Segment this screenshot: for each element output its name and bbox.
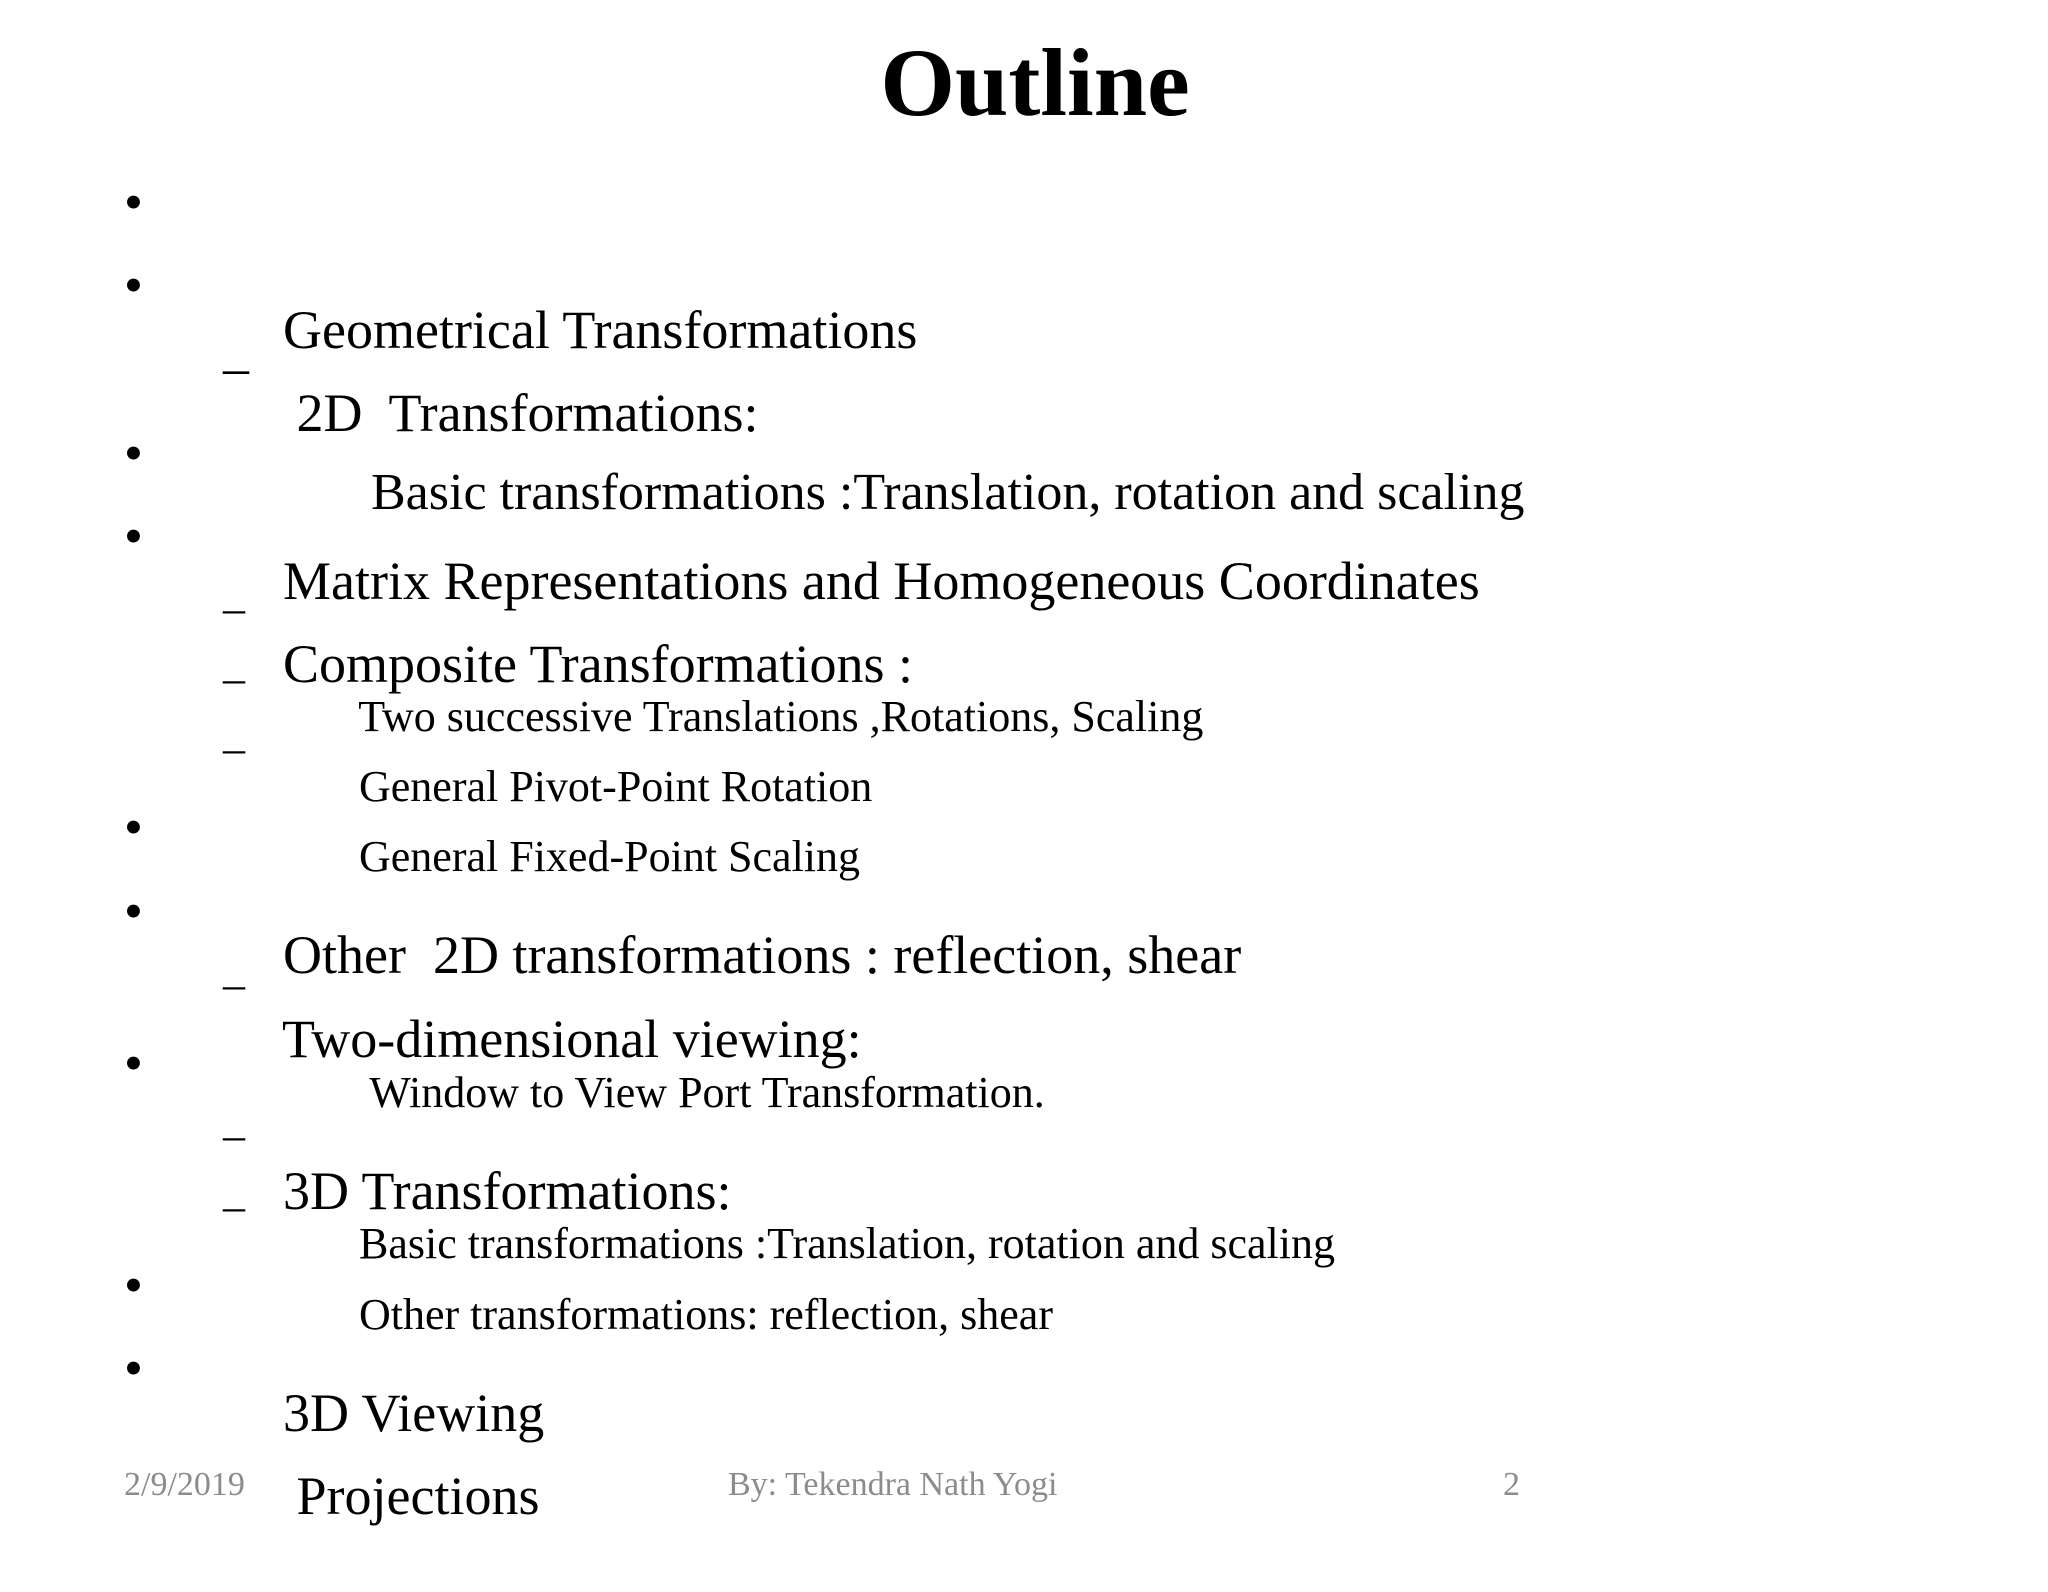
dash-marker: – (223, 1111, 245, 1160)
bullet-marker: • (124, 1338, 143, 1398)
bullet-marker: • (124, 1033, 143, 1093)
list-item-text: Window to View Port Transformation. (359, 1068, 1045, 1117)
list-item-text: Other transformations: reflection, shear (359, 1290, 1053, 1339)
list-item-text: Two successive Translations ,Rotations, Scaling (358, 692, 1204, 741)
bullet-marker: • (124, 172, 143, 232)
bullet-marker: • (124, 1255, 143, 1315)
dash-marker: – (223, 340, 249, 397)
bullet-marker: • (124, 881, 143, 941)
footer-author: By: Tekendra Nath Yogi (728, 1466, 1058, 1503)
bullet-marker: • (124, 255, 143, 315)
list-item-text: Basic transformations :Translation, rotation and scaling (371, 464, 1525, 521)
list-item-text: Basic transformations :Translation, rotation and scaling (359, 1219, 1335, 1268)
dash-marker: – (223, 724, 245, 773)
dash-marker: – (223, 654, 245, 703)
bullet-marker: • (124, 797, 143, 857)
dash-marker: – (223, 960, 245, 1009)
dash-marker: – (223, 1182, 245, 1231)
list-item-text: Geometrical Transformations (283, 300, 918, 360)
list-item-text: 2D Transformations: (283, 383, 759, 443)
footer-page-number: 2 (1503, 1466, 1520, 1503)
list-item-text: General Pivot-Point Rotation (359, 762, 873, 811)
slide-title: Outline (880, 29, 1190, 136)
dash-marker: – (223, 584, 245, 633)
list-item-text: General Fixed-Point Scaling (359, 832, 861, 881)
bullet-marker: • (124, 423, 143, 483)
list-item-text: Matrix Representations and Homogeneous Coordinates (283, 551, 1480, 611)
list-item-text: 3D Viewing (283, 1383, 545, 1443)
footer-date: 2/9/2019 (124, 1466, 245, 1503)
list-item-text: Projections (283, 1466, 540, 1526)
list-item-text: 3D Transformations: (283, 1161, 732, 1221)
list-item-text: Two-dimensional viewing: (282, 1009, 862, 1069)
list-item-text: Composite Transformations : (283, 634, 914, 694)
list-item-text: Other 2D transformations : reflection, shear (283, 925, 1242, 985)
bullet-marker: • (124, 506, 143, 566)
